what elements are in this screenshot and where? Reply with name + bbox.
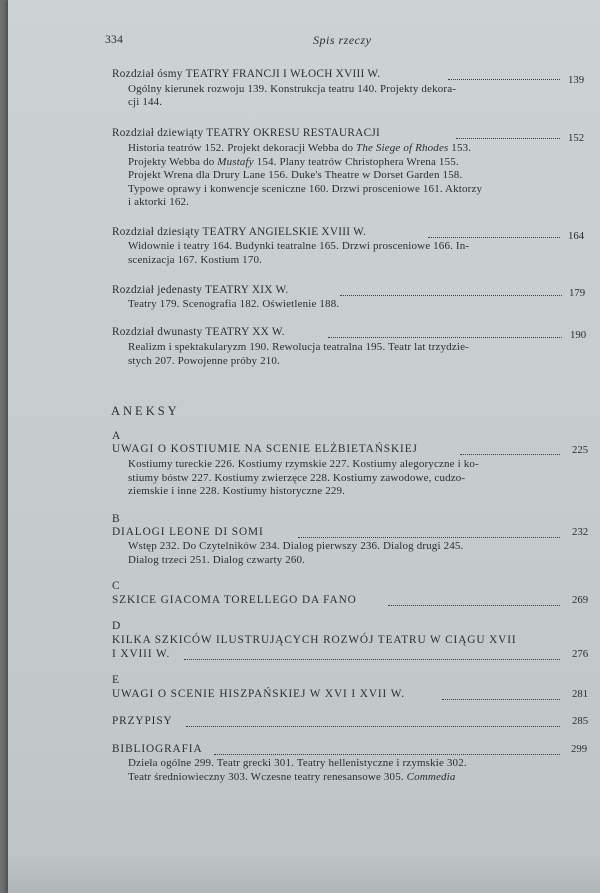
annex-letter: C xyxy=(112,580,120,592)
chapter-topics-line: i aktorki 162. xyxy=(128,196,190,208)
chapter-page: 190 xyxy=(570,329,587,341)
annex-title: UWAGI O KOSTIUMIE NA SCENIE ELŻBIETAŃSKIEJ xyxy=(112,443,418,455)
chapter-page: 152 xyxy=(568,132,585,144)
chapter-page: 179 xyxy=(569,287,586,299)
chapter-topics-line: stych 207. Powojenne próby 210. xyxy=(128,355,280,367)
annex-letter: E xyxy=(112,674,120,686)
chapter-title: Rozdział ósmy TEATRY FRANCJI I WŁOCH XVIII W. xyxy=(112,68,381,80)
annex-topics-line: stiumy bóstw 227. Kostiumy zwierzęce 228. Kostiumy zawodowe, cudzo- xyxy=(128,472,466,484)
dot-leader xyxy=(428,223,560,238)
page-number: 334 xyxy=(105,34,124,46)
dot-leader xyxy=(328,323,562,338)
chapter-topics-line: Widownie i teatry 164. Budynki teatralne 165. Drzwi prosceniowe 166. In- xyxy=(128,240,470,252)
annex-title: DIALOGI LEONE DI SOMI xyxy=(112,526,264,538)
annex-page: 225 xyxy=(572,444,589,456)
bibliography-title: BIBLIOGRAFIA xyxy=(112,743,203,755)
annex-page: 281 xyxy=(572,688,589,700)
chapter-topics-line: Ogólny kierunek rozwoju 139. Konstrukcja teatru 140. Projekty dekora- xyxy=(128,83,457,95)
annex-title-continued: I XVIII W. xyxy=(112,648,171,660)
chapter-topics-line: cji 144. xyxy=(128,96,163,108)
bibliography-topics-line: Dzieła ogólne 299. Teatr grecki 301. Teatry hellenistyczne i rzymskie 302. xyxy=(128,757,467,769)
dot-leader xyxy=(460,440,560,455)
annex-topics-line: Kostiumy tureckie 226. Kostiumy rzymskie 227. Kostiumy alegoryczne i ko- xyxy=(128,458,479,470)
chapter-page: 164 xyxy=(568,230,585,242)
chapter-page: 139 xyxy=(568,74,585,86)
annex-page: 269 xyxy=(572,594,589,606)
section-heading-annexes: ANEKSY xyxy=(111,404,180,418)
annex-topics-line: ziemskie i inne 228. Kostiumy historyczne 229. xyxy=(128,485,346,497)
annex-title: KILKA SZKICÓW ILUSTRUJĄCYCH ROZWÓJ TEATRU W CIĄGU XVII xyxy=(112,634,517,646)
chapter-topics-line: scenizacja 167. Kostium 170. xyxy=(128,254,263,266)
chapter-title: Rozdział dwunasty TEATRY XX W. xyxy=(112,326,285,338)
dot-leader xyxy=(214,740,560,755)
chapter-topics-line: Typowe oprawy i konwencje sceniczne 160. Drzwi prosceniowe 161. Aktorzy xyxy=(128,183,483,195)
book-page xyxy=(8,0,600,893)
annex-page: 232 xyxy=(572,526,589,538)
annex-letter: B xyxy=(112,513,120,525)
annex-topics-line: Dialog trzeci 251. Dialog czwarty 260. xyxy=(128,554,306,566)
notes-title: PRZYPISY xyxy=(112,715,173,727)
bibliography-topics-line: Teatr średniowieczny 303. Wczesne teatry renesansowe 305. Commedia xyxy=(128,771,456,783)
dot-leader xyxy=(442,685,560,700)
annex-title: SZKICE GIACOMA TORELLEGO DA FANO xyxy=(112,594,357,606)
chapter-topics-line: Historia teatrów 152. Projekt dekoracji Webba do The Siege of Rhodes 153. xyxy=(128,142,472,154)
chapter-topics-line: Realizm i spektakularyzm 190. Rewolucja teatralna 195. Teatr lat trzydzie- xyxy=(128,341,469,353)
dot-leader xyxy=(184,645,560,660)
annex-topics-line: Wstęp 232. Do Czytelników 234. Dialog pierwszy 236. Dialog drugi 245. xyxy=(128,540,464,552)
bibliography-page: 299 xyxy=(571,743,588,755)
dot-leader xyxy=(448,65,560,80)
dot-leader xyxy=(298,523,560,538)
chapter-topics-line: Projekt Wrena dla Drury Lane 156. Duke's Theatre w Dorset Garden 158. xyxy=(128,169,463,181)
chapter-title: Rozdział dziesiąty TEATRY ANGIELSKIE XVIII W. xyxy=(112,226,367,238)
running-title: Spis rzeczy xyxy=(313,33,372,47)
chapter-title: Rozdział jedenasty TEATRY XIX W. xyxy=(112,284,289,296)
dot-leader xyxy=(186,712,560,727)
annex-title: UWAGI O SCENIE HISZPAŃSKIEJ W XVI I XVII W. xyxy=(112,688,405,700)
dot-leader xyxy=(388,591,560,606)
annex-letter: A xyxy=(112,430,121,442)
chapter-title: Rozdział dziewiąty TEATRY OKRESU RESTAURACJI xyxy=(112,127,381,139)
dot-leader xyxy=(456,124,560,139)
chapter-topics-line: Teatry 179. Scenografia 182. Oświetlenie 188. xyxy=(128,298,340,310)
annex-letter: D xyxy=(112,620,121,632)
annex-page: 276 xyxy=(572,648,589,660)
dot-leader xyxy=(340,281,562,296)
chapter-topics-line: Projekty Webba do Mustafy 154. Plany teatrów Christophera Wrena 155. xyxy=(128,156,459,168)
notes-page: 285 xyxy=(572,715,589,727)
